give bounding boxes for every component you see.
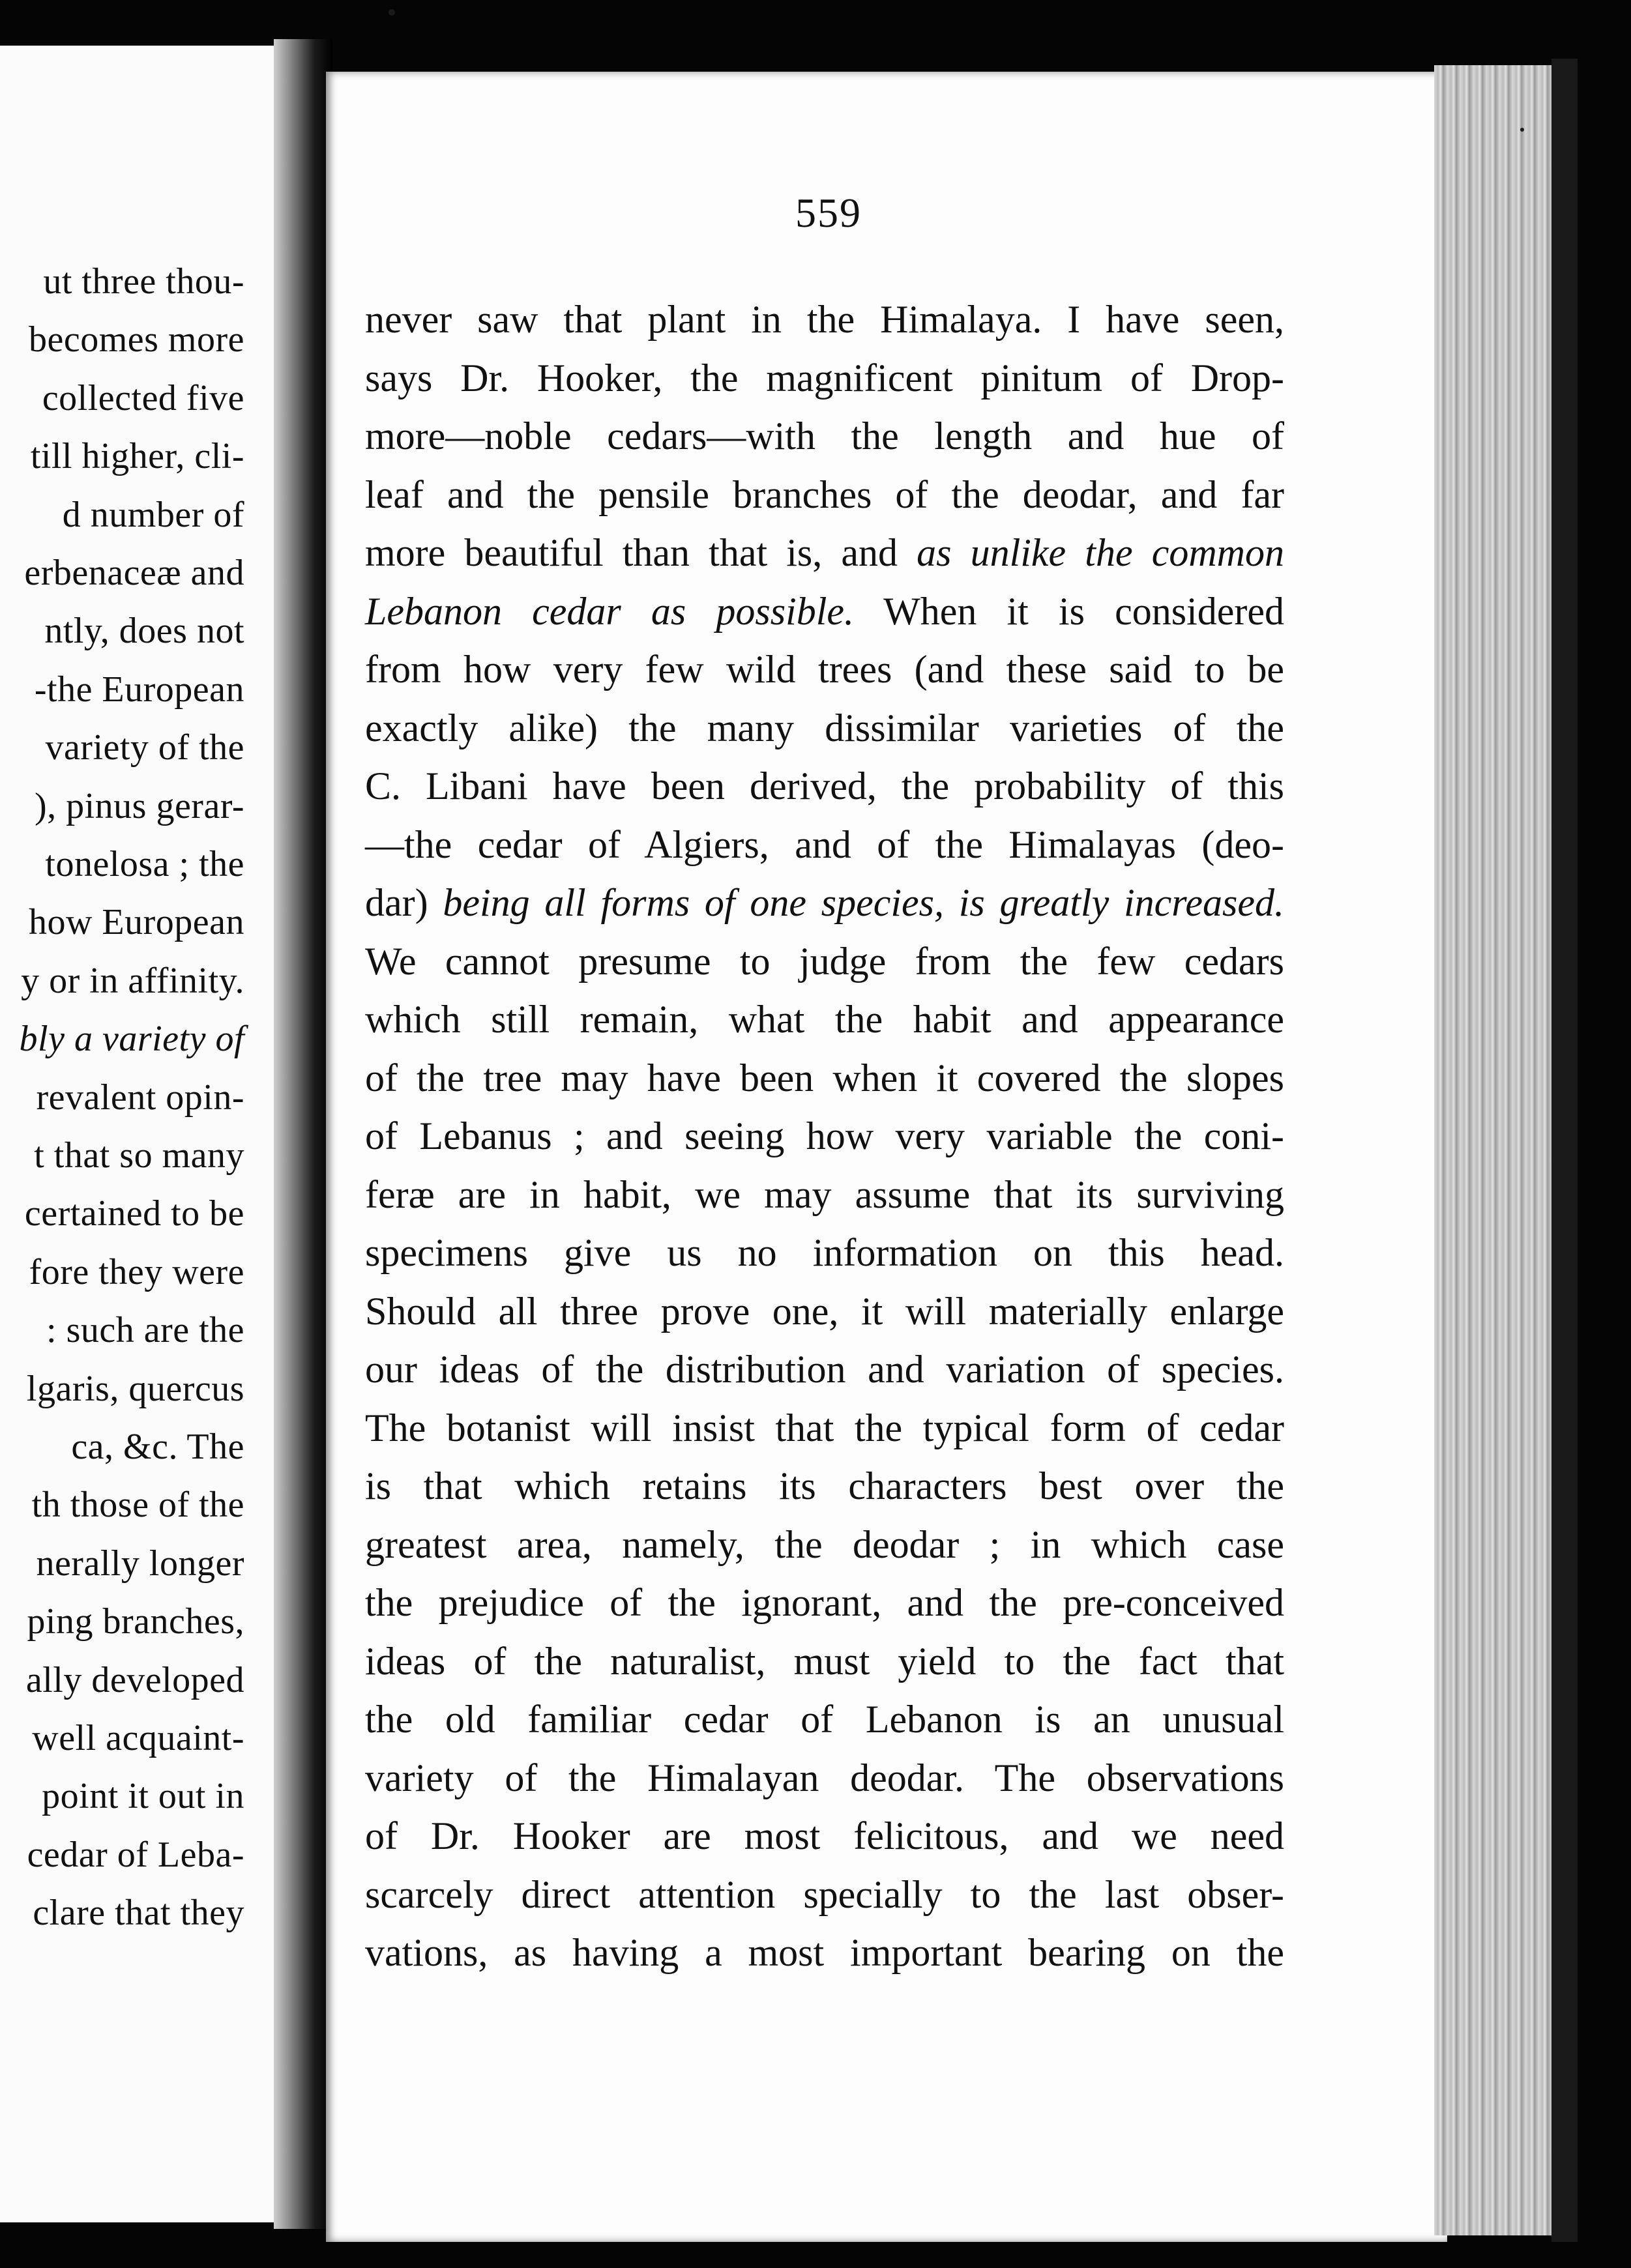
- text-span: which still remain, what the habit and appearance: [365, 998, 1284, 1041]
- text-span: ideas of the naturalist, must yield to the fact that: [365, 1639, 1284, 1683]
- text-span: our ideas of the distribution and variation of species.: [365, 1348, 1284, 1391]
- text-span: vations, as having a most important bearing on the: [365, 1931, 1284, 1974]
- text-span: scarcely direct attention specially to the last obser-: [365, 1872, 1284, 1916]
- previous-page-line: -the European: [34, 669, 244, 710]
- text-span: —the cedar of Algiers, and of the Himalayas (deo-: [365, 822, 1284, 866]
- previous-page-line: th those of the: [31, 1485, 244, 1526]
- text-line: [365, 1460, 1284, 1512]
- text-line: [365, 469, 1284, 521]
- text-span: specimens give us no information on this head.: [365, 1231, 1284, 1274]
- previous-page-line: ca, &c. The: [71, 1427, 244, 1467]
- text-span: leaf and the pensile branches of the deodar, and far: [365, 472, 1284, 516]
- text-line: [365, 1110, 1284, 1162]
- text-span: C. Libani have been derived, the probability of this: [365, 764, 1284, 807]
- previous-page-line: becomes more: [29, 319, 244, 360]
- previous-page-line: cedar of Leba-: [27, 1834, 244, 1875]
- text-line: [365, 1227, 1284, 1279]
- italic-text: Lebanon cedar as possible.: [365, 589, 855, 633]
- previous-page-line: ping branches,: [27, 1601, 244, 1642]
- previous-page-line: till higher, cli-: [30, 436, 244, 477]
- text-line: [365, 1752, 1284, 1804]
- previous-page-fragment: [0, 46, 274, 2222]
- text-span: more beautiful than that is, and: [365, 531, 917, 574]
- text-line: [365, 702, 1284, 754]
- scan-speck: [389, 9, 395, 16]
- previous-page-line: tonelosa ; the: [45, 844, 244, 884]
- italic-text: as unlike the common: [917, 531, 1284, 574]
- text-line: [365, 760, 1284, 812]
- previous-page-line: lgaris, quercus: [26, 1368, 244, 1409]
- book-gutter: [274, 39, 332, 2229]
- text-line: [365, 1285, 1284, 1337]
- text-line: [365, 643, 1284, 695]
- text-span: never saw that plant in the Himalaya. I have seen,: [365, 298, 1284, 341]
- previous-page-line: how European: [28, 902, 244, 943]
- text-span: of Lebanus ; and seeing how very variable the coni-: [365, 1114, 1284, 1157]
- previous-page-line: variety of the: [45, 727, 244, 768]
- text-line: [365, 935, 1284, 987]
- text-span: says Dr. Hooker, the magnificent pinitum of Drop-: [365, 356, 1284, 400]
- text-span: of Dr. Hooker are most felicitous, and we need: [365, 1814, 1284, 1857]
- previous-page-line: certained to be: [24, 1193, 244, 1234]
- text-line: [365, 1169, 1284, 1221]
- previous-page-line: ally developed: [25, 1659, 244, 1700]
- previous-page-line: t that so many: [34, 1135, 244, 1176]
- previous-page-line: nerally longer: [36, 1543, 244, 1584]
- text-span: of the tree may have been when it covered the slopes: [365, 1056, 1284, 1099]
- text-line: [365, 1693, 1284, 1745]
- text-line: [365, 819, 1284, 871]
- previous-page-line: ), pinus gerar-: [34, 785, 244, 826]
- text-line: [365, 527, 1284, 579]
- text-line: [365, 293, 1284, 345]
- text-span: exactly alike) the many dissimilar varieties of the: [365, 706, 1284, 749]
- text-span: the prejudice of the ignorant, and the pre-conceived: [365, 1581, 1284, 1624]
- text-span: greatest area, namely, the deodar ; in which case: [365, 1522, 1284, 1566]
- previous-page-line: d number of: [62, 494, 244, 535]
- text-line: [365, 877, 1284, 929]
- text-line: [365, 1810, 1284, 1862]
- text-span: more—noble cedars—with the length and hue of: [365, 414, 1284, 458]
- text-span: the old familiar cedar of Lebanon is an unusual: [365, 1698, 1284, 1741]
- text-line: [365, 585, 1284, 637]
- cover-edge: [1551, 59, 1578, 2242]
- previous-page-line: ntly, does not: [44, 611, 244, 652]
- previous-page-line: bly a variety of: [19, 1019, 244, 1060]
- text-span: When it is considered: [854, 589, 1284, 633]
- previous-page-line: : such are the: [46, 1310, 244, 1351]
- previous-page-line: point it out in: [42, 1776, 244, 1817]
- text-span: The botanist will insist that the typical form of cedar: [365, 1406, 1284, 1449]
- previous-page-line: collected five: [42, 377, 244, 418]
- text-span: We cannot presume to judge from the few cedars: [365, 939, 1284, 983]
- text-span: is that which retains its characters best over the: [365, 1464, 1284, 1507]
- text-span: Should all three prove one, it will materially enlarge: [365, 1289, 1284, 1333]
- previous-page-line: well acquaint-: [32, 1718, 244, 1758]
- scan-speck: [1520, 128, 1524, 132]
- text-line: [365, 1635, 1284, 1687]
- previous-page-line: y or in affinity.: [21, 960, 244, 1001]
- text-line: [365, 352, 1284, 404]
- page-stack-edge: [1434, 65, 1565, 2235]
- text-line: [365, 1052, 1284, 1104]
- text-line: [365, 410, 1284, 462]
- text-line: [365, 1926, 1284, 1979]
- text-line: [365, 993, 1284, 1045]
- text-line: [365, 1519, 1284, 1571]
- text-span: feræ are in habit, we may assume that its surviving: [365, 1172, 1284, 1216]
- text-span: variety of the Himalayan deodar. The observations: [365, 1756, 1284, 1799]
- text-line: [365, 1402, 1284, 1454]
- italic-text: being all forms of one species, is greatly increased.: [443, 881, 1284, 924]
- text-line: [365, 1343, 1284, 1395]
- text-span: from how very few wild trees (and these said to be: [365, 648, 1284, 691]
- text-line: [365, 1868, 1284, 1921]
- page-number: 559: [795, 190, 862, 236]
- previous-page-line: revalent opin-: [36, 1077, 244, 1118]
- previous-page-line: ut three thou-: [43, 261, 244, 302]
- previous-page-line: fore they were: [29, 1251, 244, 1292]
- text-line: [365, 1577, 1284, 1629]
- previous-page-line: erbenaceæ and: [24, 553, 244, 593]
- text-span: dar): [365, 881, 443, 924]
- previous-page-line: clare that they: [33, 1893, 244, 1934]
